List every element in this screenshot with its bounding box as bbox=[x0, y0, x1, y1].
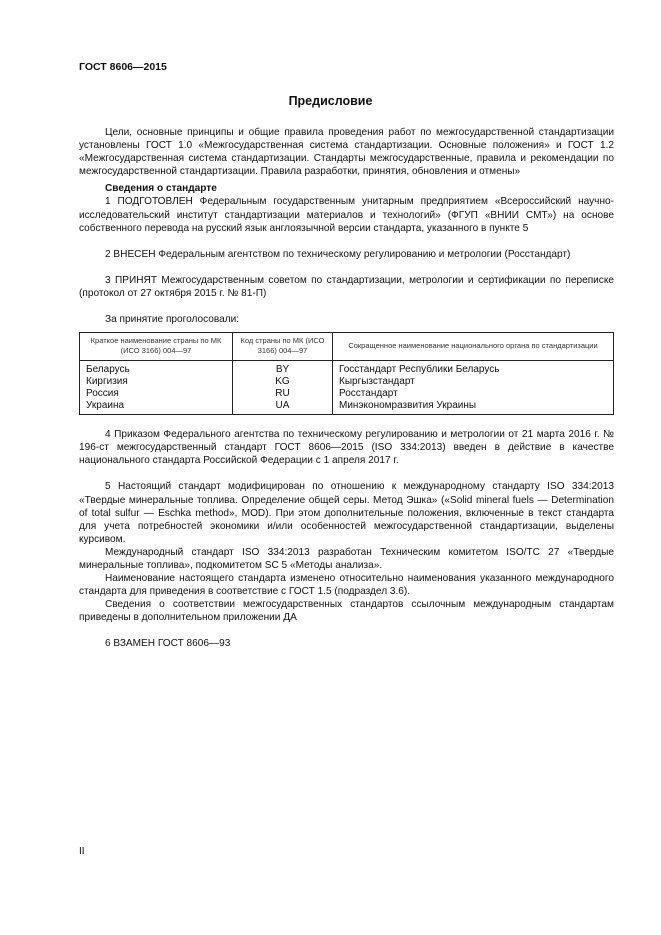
page-number: II bbox=[79, 846, 85, 857]
table-cell-country: Россия bbox=[80, 388, 233, 400]
item-2-paragraph: 2 ВНЕСЕН Федеральным агентством по техническому регулированию и метрологии (Росстандарт) bbox=[105, 248, 571, 260]
intro-paragraph: Цели, основные принципы и общие правила проведения работ по межгосударственной стандартизации установлены ГОСТ 1.0 «Межгосударственная система стандартизации. Основные положения» и ГОСТ 1.2 «Межгосударственная система стандартизации. Стандарты межгосударственные, правила и рекомендации по межгосударственной стандартизации. Правила разработки, принятия, обновления и отмены» bbox=[79, 127, 614, 178]
voting-table bbox=[79, 332, 614, 415]
table-cell-body: Госстандарт Республики Беларусь bbox=[333, 361, 614, 377]
item-1-paragraph: 1 ПОДГОТОВЛЕН Федеральным государственным унитарным предприятием «Всероссийский научно-исследовательский институт стандартизации материалов и технологий» (ФГУП «ВНИИ СМТ») на основе собственного перевода на русский язык англоязычной версии стандарта, указанного в пункте 5 bbox=[79, 196, 614, 234]
item-6-paragraph: 6 ВЗАМЕН ГОСТ 8606—93 bbox=[105, 638, 231, 650]
table-cell-country: Украина bbox=[80, 400, 233, 415]
table-cell-body: Кыргызстандарт bbox=[333, 376, 614, 388]
table-cell-code: BY bbox=[233, 361, 333, 377]
item-5-paragraph: 5 Настоящий стандарт модифицирован по отношению к международному стандарту ISO 334:2013 «Твердые минеральные топлива. Определение общей серы. Метод Эшка» («Solid mineral fuels — Determination of total sulfur — Eschka method», MOD). При этом дополнительные положения, включенные в текст стандарта для учета потребностей экономики и/или особенностей межгосударственной стандартизации, выделены курсивом. bbox=[79, 481, 614, 545]
table-header-body: Сокращенное наименование национального органа по стандартизации bbox=[333, 333, 614, 361]
table-cell-body: Росстандарт bbox=[333, 388, 614, 400]
table-cell-code: RU bbox=[233, 388, 333, 400]
item-4-paragraph: 4 Приказом Федерального агентства по техническому регулированию и метрологии от 21 марта 2016 г. № 196-ст межгосударственный стандарт ГОСТ 8606—2015 (ISO 334:2013) введен в действие в качестве национального стандарта Российской Федерации с 1 апреля 2017 г. bbox=[79, 429, 614, 467]
table-cell-country: Беларусь bbox=[80, 361, 233, 377]
document-code-header: ГОСТ 8606—2015 bbox=[79, 61, 167, 73]
item-5-name-paragraph: Наименование настоящего стандарта изменено относительно наименования указанного международного стандарта для приведения в соответствие с ГОСТ 1.5 (подраздел 3.6). bbox=[79, 573, 614, 598]
document-body bbox=[79, 126, 614, 651]
table-row bbox=[80, 388, 614, 400]
item-5-refs-paragraph: Сведения о соответствии межгосударственных стандартов ссылочным международным стандартам приведены в дополнительном приложении ДА bbox=[79, 599, 614, 624]
table-row bbox=[80, 400, 614, 415]
table-header-country: Краткое наименование страны по МК (ИСО 3166) 004—97 bbox=[80, 333, 233, 361]
table-cell-country: Киргизия bbox=[80, 376, 233, 388]
table-row bbox=[80, 361, 614, 377]
table-cell-body: Минэкономразвития Украины bbox=[333, 400, 614, 415]
page-title: Предисловие bbox=[288, 94, 373, 108]
table-header-code: Код страны по МК (ИСО 3166) 004—97 bbox=[233, 333, 333, 361]
item-3-paragraph: 3 ПРИНЯТ Межгосударственным советом по стандартизации, метрологии и сертификации по переписке (протокол от 27 октября 2015 г. № 81-П) bbox=[79, 274, 614, 299]
table-cell-code: UA bbox=[233, 400, 333, 415]
section-heading: Сведения о стандарте bbox=[105, 183, 217, 195]
table-cell-code: KG bbox=[233, 376, 333, 388]
vote-intro: За принятие проголосовали: bbox=[105, 314, 240, 326]
table-header-row bbox=[80, 333, 614, 361]
table-row bbox=[80, 376, 614, 388]
item-5-iso-paragraph: Международный стандарт ISO 334:2013 разработан Техническим комитетом ISO/TC 27 «Твердые минеральные топлива», подкомитетом SC 5 «Методы анализа». bbox=[79, 546, 614, 571]
